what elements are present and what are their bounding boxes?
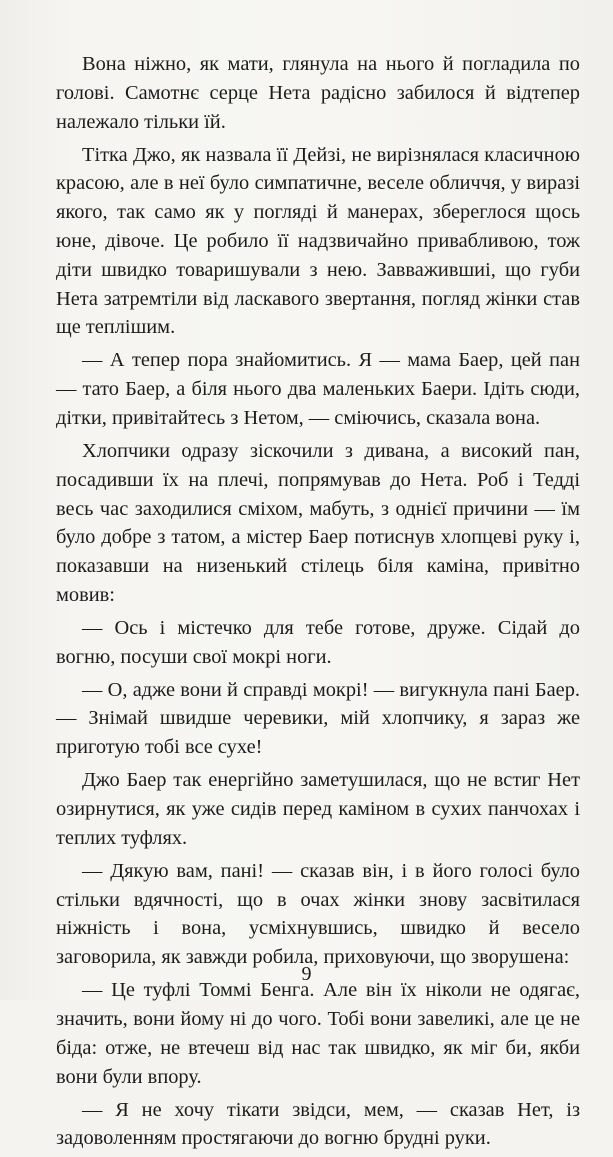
paragraph: — Ось і містечко для тебе готове, друже. Сідай до вогню, посуши свої мокрі ноги. <box>56 616 580 668</box>
body-text <box>56 50 580 1157</box>
paragraph: — Дякую вам, пані! — сказав він, і в його голосі було стільки вдячності, що в очах жінки знову засвітилася ніжність і вона, усміхнувшись, швидко й весело заговорила, як завжди робила, приховуючи, що зворушена: <box>56 859 580 969</box>
paragraph: — А тепер пора знайомитись. Я — мама Баер, цей пан — тато Баер, а біля нього два маленьких Баери. Ідіть сюди, дітки, привітайтесь з Нетом, — сміючись, сказала вона. <box>56 349 580 429</box>
paragraph: — О, адже вони й справді мокрі! — вигукнула пані Баер. — Знімай швидше черевики, мій хлопчику, я зараз же приготую тобі все сухе! <box>56 678 580 759</box>
paragraph: Вона ніжно, як мати, глянула на нього й погладила по голові. Самотнє серце Нета радісно забилося й відтепер належало тільки їй. <box>56 53 580 133</box>
paragraph: Тітка Джо, як назвала її Дейзі, не вирізнялася класичною красою, але в неї було симпатичне, веселе обличчя, у виразі якого, так само як у погляді й манерах, збереглося щось юне, дівоче. Це робило її надзвичайно привабливою, тож діти швидко товаришували з нею. Завважившиі, що губи Нета затремтіли від ласкавого звертання, погляд жінки став ще теплішим. <box>56 143 580 339</box>
paragraph: — Це туфлі Томмі Бенга. Але він їх ніколи не одягає, значить, вони йому ні до чого. Тобі вони завеликі, але це не біда: отже, не втечеш від нас так швидко, як міг би, якби вони були впору. <box>56 979 580 1088</box>
page-number: 9 <box>301 963 312 985</box>
paragraph: Джо Баер так енергійно заметушилася, що не встиг Нет озирнутися, як уже сидів перед каміном в сухих панчохах і теплих туфлях. <box>56 769 580 849</box>
paragraph: — Я не хочу тікати звідси, мем, — сказав Нет, із задоволенням простягаючи до вогню брудні руки. <box>56 1098 580 1150</box>
paragraph: Хлопчики одразу зіскочили з дивана, а високий пан, посадивши їх на плечі, попрямував до Нета. Роб і Тедді весь час заходилися сміхом, мабуть, з однієї причини — їм було добре з татом, а містер Баер потиснув хлопцеві руку і, показавши на низенький стілець біля каміна, привітно мовив: <box>56 439 580 606</box>
